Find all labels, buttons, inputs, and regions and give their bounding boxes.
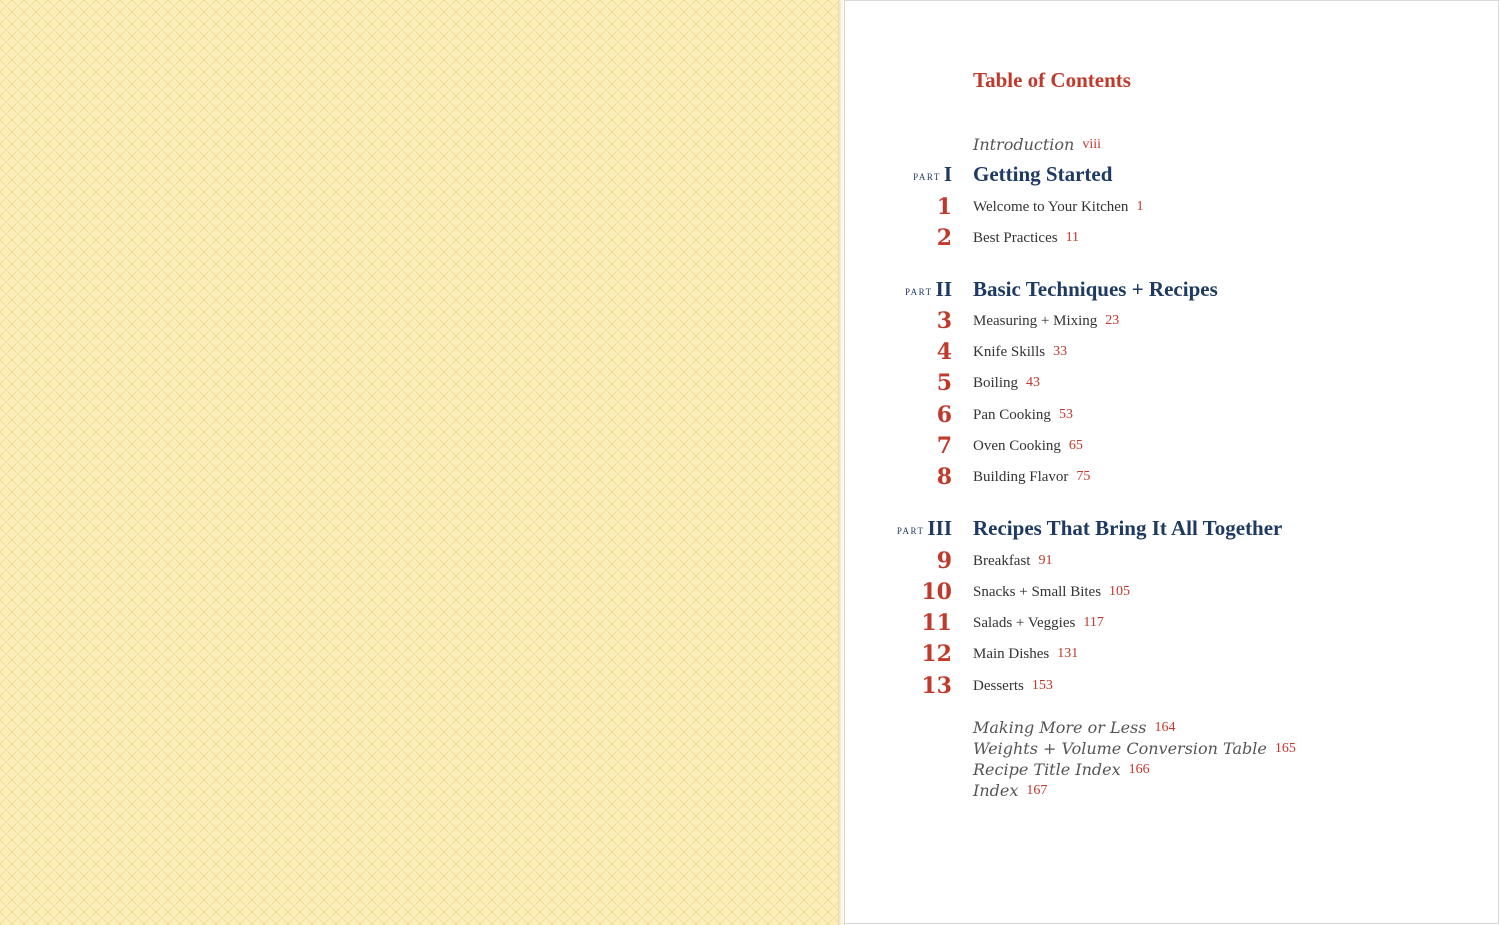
back-matter-entry[interactable] <box>973 759 1150 780</box>
chapter-number: 12 <box>921 641 952 667</box>
part-label <box>897 513 952 543</box>
page-number: 23 <box>1105 313 1120 328</box>
back-matter-entry[interactable] <box>973 780 1047 801</box>
chapter-title: Welcome to Your Kitchen <box>973 198 1129 215</box>
part-word: PART <box>913 172 941 182</box>
part-label <box>913 159 952 189</box>
chapter-number: 5 <box>936 370 952 396</box>
chapter-entry[interactable] <box>0 546 1500 576</box>
part-word: PART <box>896 526 925 536</box>
page-number: 164 <box>1154 719 1176 735</box>
back-matter-entry[interactable] <box>973 717 1175 738</box>
page-number: 11 <box>1065 230 1080 245</box>
page-number: 117 <box>1083 615 1104 630</box>
page-number: 91 <box>1038 553 1053 568</box>
chapter-number: 2 <box>936 225 952 251</box>
page-number: 131 <box>1057 646 1079 661</box>
entry-title: Index <box>973 781 1019 800</box>
chapter-title: Best Practices <box>973 229 1058 246</box>
page-number: 53 <box>1058 407 1073 422</box>
chapter-title: Main Dishes <box>973 645 1050 662</box>
entry-title: Recipe Title Index <box>973 760 1121 779</box>
part-heading-2[interactable] <box>0 274 1500 304</box>
part-title: Recipes That Bring It All Together <box>973 515 1283 540</box>
part-title: Getting Started <box>973 161 1113 186</box>
chapter-entry[interactable] <box>0 431 1500 461</box>
part-numeral: III <box>927 515 952 540</box>
part-label <box>905 274 952 304</box>
chapter-entry[interactable] <box>0 608 1500 638</box>
chapter-title: Building Flavor <box>973 468 1069 485</box>
page-number: 75 <box>1076 469 1091 484</box>
chapter-title: Measuring + Mixing <box>973 312 1098 329</box>
back-matter-entry[interactable] <box>973 738 1296 759</box>
part-heading-1[interactable] <box>0 159 1500 189</box>
part-numeral: I <box>943 161 952 186</box>
part-heading-3[interactable] <box>0 513 1500 543</box>
page-title: Table of Contents <box>973 68 1131 92</box>
chapter-number: 4 <box>936 339 952 365</box>
entry-title: Making More or Less <box>973 718 1147 737</box>
chapter-title: Knife Skills <box>973 343 1046 360</box>
chapter-entry[interactable] <box>0 192 1500 222</box>
page-number: 43 <box>1026 375 1041 390</box>
chapter-number: 3 <box>936 308 952 334</box>
chapter-number: 13 <box>921 673 952 699</box>
chapter-entry[interactable] <box>0 639 1500 669</box>
page-number: 153 <box>1031 678 1053 693</box>
chapter-title: Boiling <box>973 374 1019 391</box>
entry-title: Weights + Volume Conversion Table <box>973 739 1267 758</box>
chapter-title: Pan Cooking <box>973 406 1051 423</box>
chapter-entry[interactable] <box>0 400 1500 430</box>
chapter-number: 11 <box>921 610 952 636</box>
page-number: 1 <box>1136 199 1144 214</box>
part-title: Basic Techniques + Recipes <box>973 276 1218 301</box>
chapter-number: 1 <box>936 194 952 220</box>
chapter-entry[interactable] <box>0 368 1500 398</box>
chapter-number: 9 <box>936 548 952 574</box>
chapter-number: 8 <box>936 464 952 490</box>
chapter-number: 7 <box>936 433 952 459</box>
chapter-number: 6 <box>936 402 952 428</box>
page-number: 105 <box>1109 584 1131 599</box>
chapter-title: Oven Cooking <box>973 437 1061 454</box>
chapter-title: Desserts <box>973 677 1024 694</box>
page-number: 65 <box>1068 438 1083 453</box>
page-number: 165 <box>1274 740 1296 756</box>
chapter-title: Snacks + Small Bites <box>973 583 1102 600</box>
page-number: 166 <box>1128 761 1150 777</box>
page-number: 33 <box>1053 344 1068 359</box>
part-word: PART <box>905 287 933 297</box>
entry-title: Introduction <box>973 135 1075 154</box>
chapter-title: Salads + Veggies <box>973 614 1076 631</box>
chapter-entry[interactable] <box>0 223 1500 253</box>
toc-intro-entry[interactable] <box>973 134 1101 155</box>
chapter-number: 10 <box>921 579 952 605</box>
chapter-entry[interactable] <box>0 462 1500 492</box>
chapter-entry[interactable] <box>0 577 1500 607</box>
chapter-entry[interactable] <box>0 306 1500 336</box>
page-number: 167 <box>1026 782 1048 798</box>
part-numeral: II <box>935 276 952 301</box>
page-number: viii <box>1082 136 1101 152</box>
chapter-entry[interactable] <box>0 337 1500 367</box>
chapter-entry[interactable] <box>0 671 1500 701</box>
chapter-title: Breakfast <box>973 552 1031 569</box>
